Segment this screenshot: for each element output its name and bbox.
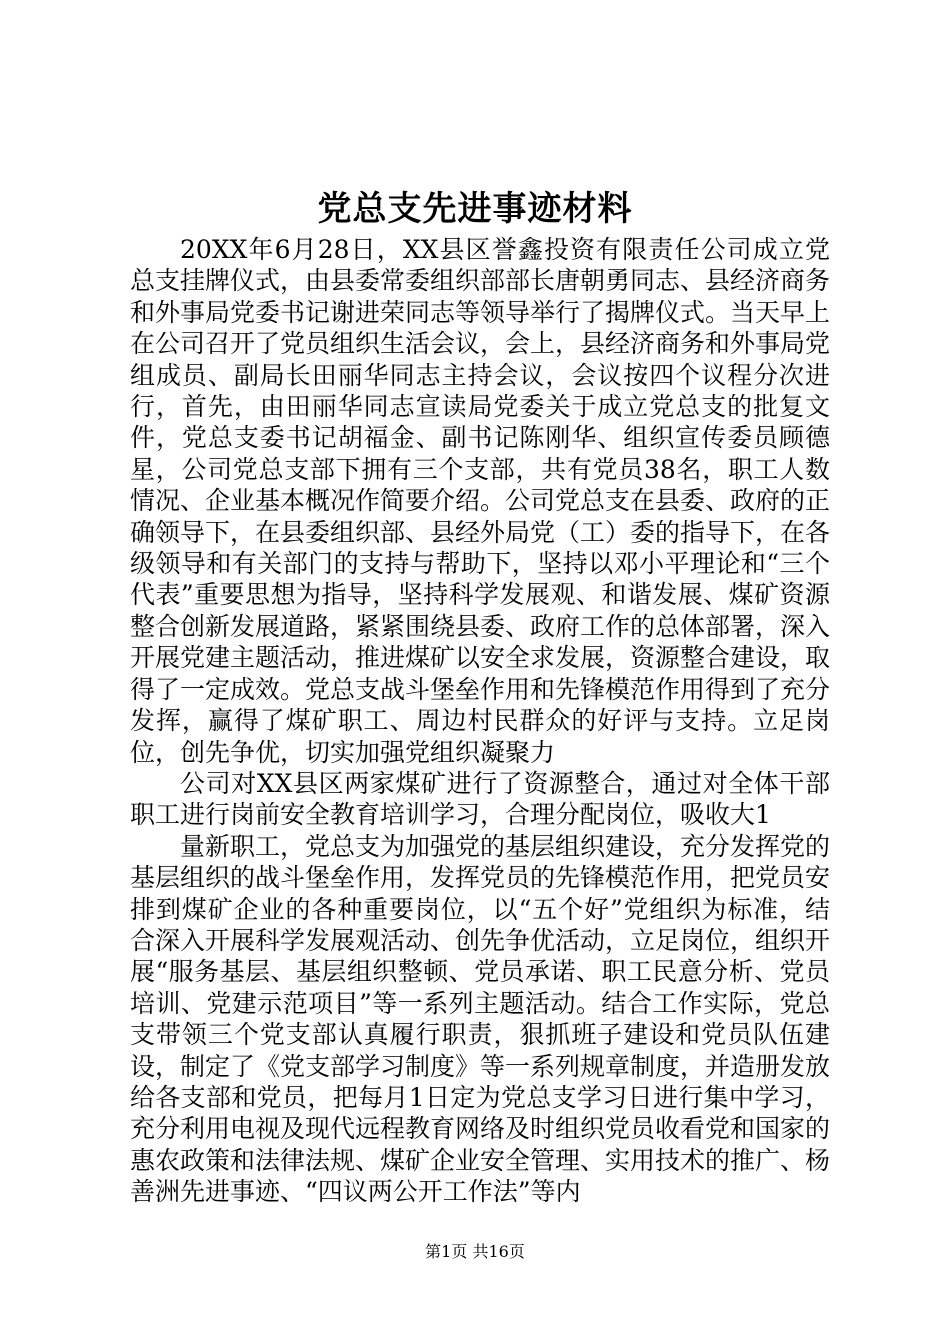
paragraph-3: 量新职工，党总支为加强党的基层组织建设，充分发挥党的基层组织的战斗堡垒作用，发挥党员的先锋模范作用，把党员安排到煤矿企业的各种重要岗位，以“五个好”党组织为标准，结合深入开展科学发展观活动、创先争优活动，立足岗位，组织开展“服务基层、基层组织整顿、党员承诺、职工民意分析、党员培训、党建示范项目”等一系列主题活动。结合工作实际，党总支带领三个党支部认真履行职责，狠抓班子建设和党员队伍建设，制定了《党支部学习制度》等一系列规章制度，并造册发放给各支部和党员，把每月1日定为党总支学习日进行集中学习，充分利用电视及现代远程教育网络及时组织党员收看党和国家的惠农政策和法律法规、煤矿企业安全管理、实用技术的推广、杨善洲先进事迹、“四议两公开工作法”等内 (130, 831, 831, 1207)
page-number: 第1页 (425, 1242, 468, 1261)
document-body (130, 234, 830, 1208)
page-total: 共16页 (472, 1242, 525, 1261)
document-title: 党总支先进事迹材料 (317, 189, 633, 229)
paragraph-1: 20XX年6月28日，XX县区誉鑫投资有限责任公司成立党总支挂牌仪式，由县委常委组织部部长唐朝勇同志、县经济商务和外事局党委书记谢进荣同志等领导举行了揭牌仪式。当天早上在公司召开了党员组织生活会议，会上，县经济商务和外事局党组成员、副局长田丽华同志主持会议，会议按四个议程分次进行，首先，由田丽华同志宣读局党委关于成立党总支的批复文件，党总支委书记胡福金、副书记陈刚华、组织宣传委员顾德星，公司党总支部下拥有三个支部，共有党员38名，职工人数情况、企业基本概况作简要介绍。公司党总支在县委、政府的正确领导下，在县委组织部、县经外局党（工）委的指导下，在各级领导和有关部门的支持与帮助下，坚持以邓小平理论和“三个代表”重要思想为指导，坚持科学发展观、和谐发展、煤矿资源整合创新发展道路，紧紧围绕县委、政府工作的总体部署，深入开展党建主题活动，推进煤矿以安全求发展，资源整合建设，取得了一定成效。党总支战斗堡垒作用和先锋模范作用得到了充分发挥，赢得了煤矿职工、周边村民群众的好评与支持。立足岗位，创先争优，切实加强党组织凝聚力 (130, 235, 831, 767)
paragraph-2: 公司对XX县区两家煤矿进行了资源整合，通过对全体干部职工进行岗前安全教育培训学习，合理分配岗位，吸收大1 (130, 768, 830, 830)
page-footer (0, 1242, 950, 1262)
